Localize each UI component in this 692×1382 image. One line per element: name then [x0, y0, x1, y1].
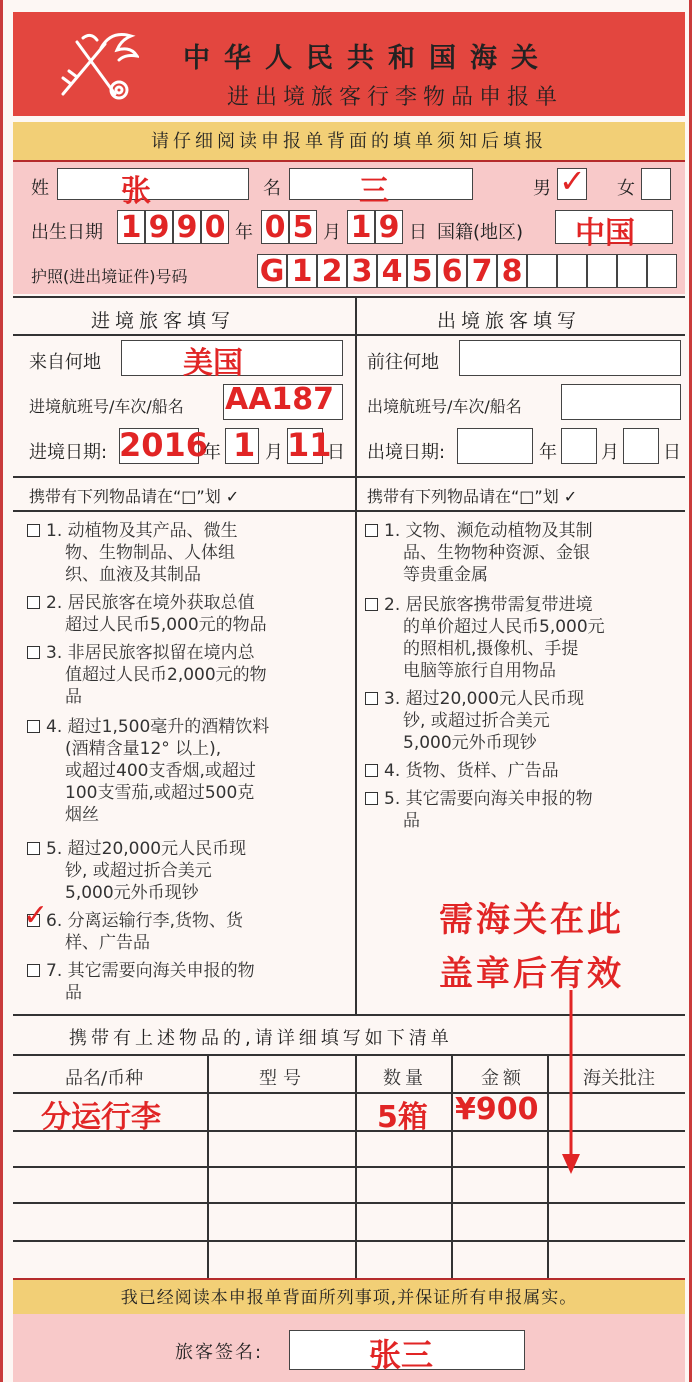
item-line: 3. 超过20,000元人民币现 [384, 689, 585, 709]
dob-day-label: 日 [409, 222, 427, 243]
checkbox[interactable] [27, 646, 40, 659]
exit-to-field[interactable] [459, 340, 681, 376]
exit-item[interactable] [365, 520, 593, 586]
dob-year-label: 年 [235, 222, 253, 243]
passport-digit-empty[interactable] [647, 254, 677, 288]
item-line: 值超过人民币2,000元的物 [65, 665, 267, 685]
exit-item[interactable] [365, 688, 584, 754]
form-header [13, 12, 685, 116]
exit-item[interactable] [365, 594, 605, 682]
item-line: 钞, 或超过折合美元 [65, 861, 212, 881]
entry-date-month-value: 1 [233, 426, 256, 464]
surname-label: 姓 [31, 178, 49, 199]
item-line: 电脑等旅行自用物品 [403, 661, 556, 681]
exit-heading: 出境旅客填写 [437, 310, 582, 332]
col-header-amount: 金额 [481, 1068, 525, 1089]
item-line: 品 [65, 687, 82, 707]
female-checkbox[interactable] [641, 168, 671, 200]
exit-date-label: 出境日期: [367, 442, 446, 463]
column-divider [355, 1054, 357, 1278]
col-header-customs: 海关批注 [583, 1068, 655, 1089]
col-header-qty: 数量 [383, 1068, 427, 1089]
exit-goods-heading: 携带有下列物品请在“□”划 ✓ [367, 487, 578, 506]
item-line: 样、广告品 [65, 933, 150, 953]
item-line: 6. 分离运输行李,货物、货 [46, 911, 244, 931]
entry-item[interactable] [27, 592, 267, 636]
divider [13, 334, 685, 336]
exit-date-month-field[interactable] [561, 428, 597, 464]
divider [13, 1054, 685, 1056]
male-check-mark: ✓ [559, 162, 586, 200]
exit-date-day-field[interactable] [623, 428, 659, 464]
stamp-note-line1: 需海关在此 [439, 900, 624, 940]
col-header-model: 型号 [259, 1068, 307, 1089]
entry-day-label: 日 [327, 442, 345, 463]
item-line: 织、血液及其制品 [65, 565, 201, 585]
declaration-statement: 我已经阅读本申报单背面所列事项,并保证所有申报属实。 [13, 1278, 685, 1314]
column-divider [355, 296, 357, 1014]
column-divider [207, 1054, 209, 1278]
arrow-down-icon [559, 990, 583, 1176]
item-line: 2. 居民旅客携带需复带进境 [384, 595, 593, 615]
passport-digit-empty[interactable] [557, 254, 587, 288]
exit-flight-label: 出境航班号/车次/船名 [367, 397, 522, 416]
item-line: 品 [65, 983, 82, 1003]
form-subtitle: 进出境旅客行李物品申报单 [227, 85, 564, 110]
item-line: (酒精含量12° 以上), [65, 739, 222, 759]
checkbox[interactable] [27, 524, 40, 537]
entry-date-day-value: 11 [287, 426, 332, 464]
form-title: 中华人民共和国海关 [183, 43, 552, 74]
male-label: 男 [533, 178, 551, 199]
item-line: 品、生物物种资源、金银 [403, 543, 590, 563]
dob-month-label: 月 [323, 222, 341, 243]
checkbox[interactable] [27, 720, 40, 733]
entry-year-label: 年 [203, 442, 221, 463]
exit-item[interactable] [365, 760, 559, 782]
entry-item[interactable] [27, 960, 255, 1004]
signature-value: 张三 [369, 1336, 434, 1374]
checkbox[interactable] [365, 692, 378, 705]
dob-day-digit[interactable]: 9 [375, 210, 403, 244]
item-line: 烟丝 [65, 805, 99, 825]
item-line: 超过人民币5,000元的物品 [65, 615, 267, 635]
checkbox[interactable] [27, 964, 40, 977]
exit-date-year-field[interactable] [457, 428, 533, 464]
divider [13, 476, 685, 478]
female-label: 女 [617, 178, 635, 199]
entry-from-value: 美国 [183, 346, 243, 381]
exit-to-label: 前往何地 [367, 352, 439, 373]
checkbox[interactable] [365, 792, 378, 805]
entry-month-label: 月 [265, 442, 283, 463]
row1-name: 分运行李 [41, 1100, 161, 1135]
passport-digit[interactable]: 3 [347, 254, 377, 288]
exit-year-label: 年 [539, 442, 557, 463]
given-name-value: 三 [359, 174, 389, 209]
exit-day-label: 日 [663, 442, 681, 463]
list-heading: 携带有上述物品的,请详细填写如下清单 [69, 1028, 453, 1049]
entry-item[interactable] [27, 642, 267, 708]
divider [13, 1014, 685, 1016]
given-name-label: 名 [263, 178, 281, 199]
item-line: 5. 超过20,000元人民币现 [46, 839, 247, 859]
item-line: 1. 文物、濒危动植物及其制 [384, 521, 593, 541]
item-line: 5,000元外币现钞 [403, 733, 537, 753]
passport-digit[interactable]: 1 [287, 254, 317, 288]
surname-value: 张 [121, 174, 151, 209]
stamp-note-line2: 盖章后有效 [439, 954, 624, 994]
entry-item[interactable] [27, 838, 246, 904]
item-line: 品 [403, 811, 420, 831]
signature-section [13, 1314, 685, 1382]
column-divider [451, 1054, 453, 1278]
item-line: 的单价超过人民币5,000元 [403, 617, 605, 637]
divider [13, 296, 685, 298]
passport-digit[interactable]: 7 [467, 254, 497, 288]
item-line: 4. 超过1,500毫升的酒精饮料 [46, 717, 270, 737]
divider [13, 1202, 685, 1204]
item-line: 的照相机,摄像机、手提 [403, 639, 579, 659]
nationality-value: 中国 [575, 216, 635, 251]
checkbox[interactable] [365, 598, 378, 611]
customs-emblem-icon [43, 24, 139, 104]
item6-check-mark: ✓ [23, 898, 49, 933]
dob-label: 出生日期 [31, 222, 103, 243]
dob-month-digit[interactable]: 0 [261, 210, 289, 244]
passport-digit[interactable]: 8 [497, 254, 527, 288]
entry-from-label: 来自何地 [29, 352, 101, 373]
entry-date-label: 进境日期: [29, 442, 108, 463]
col-header-name: 品名/币种 [65, 1068, 144, 1089]
instruction-notice: 请仔细阅读申报单背面的填单须知后填报 [13, 122, 685, 162]
row1-amount: ¥900 [455, 1092, 539, 1127]
passport-digit-empty[interactable] [527, 254, 557, 288]
passport-label: 护照(进出境证件)号码 [31, 267, 188, 286]
divider [13, 1240, 685, 1242]
passport-digit-empty[interactable] [587, 254, 617, 288]
passport-digit[interactable]: 5 [407, 254, 437, 288]
exit-item[interactable] [365, 788, 593, 832]
entry-heading: 进境旅客填写 [91, 310, 236, 332]
personal-info-section [13, 162, 685, 294]
signature-label: 旅客签名: [175, 1342, 264, 1363]
divider [13, 510, 685, 512]
surname-field[interactable] [57, 168, 249, 200]
entry-item[interactable] [27, 716, 269, 826]
checkbox[interactable] [365, 764, 378, 777]
entry-flight-label: 进境航班号/车次/船名 [29, 397, 184, 416]
column-divider [547, 1054, 549, 1278]
dob-day-digit[interactable]: 1 [347, 210, 375, 244]
row1-qty: 5箱 [377, 1100, 428, 1135]
item-line: 2. 居民旅客在境外获取总值 [46, 593, 255, 613]
nationality-label: 国籍(地区) [437, 222, 524, 243]
item-line: 100支雪茄,或超过500克 [65, 783, 255, 803]
checkbox[interactable] [365, 524, 378, 537]
dob-month-digit[interactable]: 5 [289, 210, 317, 244]
item-line: 3. 非居民旅客拟留在境内总 [46, 643, 255, 663]
entry-flight-value: AA187 [225, 382, 335, 417]
passport-digit[interactable]: 2 [317, 254, 347, 288]
passport-digit-empty[interactable] [617, 254, 647, 288]
item-line: 钞, 或超过折合美元 [403, 711, 550, 731]
passport-digit[interactable]: 6 [437, 254, 467, 288]
entry-date-year-value: 2016 [119, 426, 209, 464]
exit-month-label: 月 [601, 442, 619, 463]
item-line: 或超过400支香烟,或超过 [65, 761, 256, 781]
entry-goods-heading: 携带有下列物品请在“□”划 ✓ [29, 487, 240, 506]
checkbox[interactable] [27, 842, 40, 855]
exit-flight-field[interactable] [561, 384, 681, 420]
item-line: 等贵重金属 [403, 565, 488, 585]
dob-year-digit[interactable]: 0 [201, 210, 229, 244]
passport-digit[interactable]: 4 [377, 254, 407, 288]
item-line: 5. 其它需要向海关申报的物 [384, 789, 593, 809]
dob-year-digit[interactable]: 9 [173, 210, 201, 244]
item-line: 7. 其它需要向海关申报的物 [46, 961, 255, 981]
entry-item[interactable] [27, 520, 238, 586]
item-line: 5,000元外币现钞 [65, 883, 199, 903]
passport-digit[interactable]: G [257, 254, 287, 288]
item-line: 1. 动植物及其产品、微生 [46, 521, 238, 541]
entry-item-separate-baggage[interactable] [27, 910, 243, 954]
dob-year-digit[interactable]: 1 [117, 210, 145, 244]
item-line: 4. 货物、货样、广告品 [384, 761, 559, 781]
item-line: 物、生物制品、人体组 [65, 543, 235, 563]
divider [13, 1166, 685, 1168]
dob-year-digit[interactable]: 9 [145, 210, 173, 244]
checkbox[interactable] [27, 596, 40, 609]
